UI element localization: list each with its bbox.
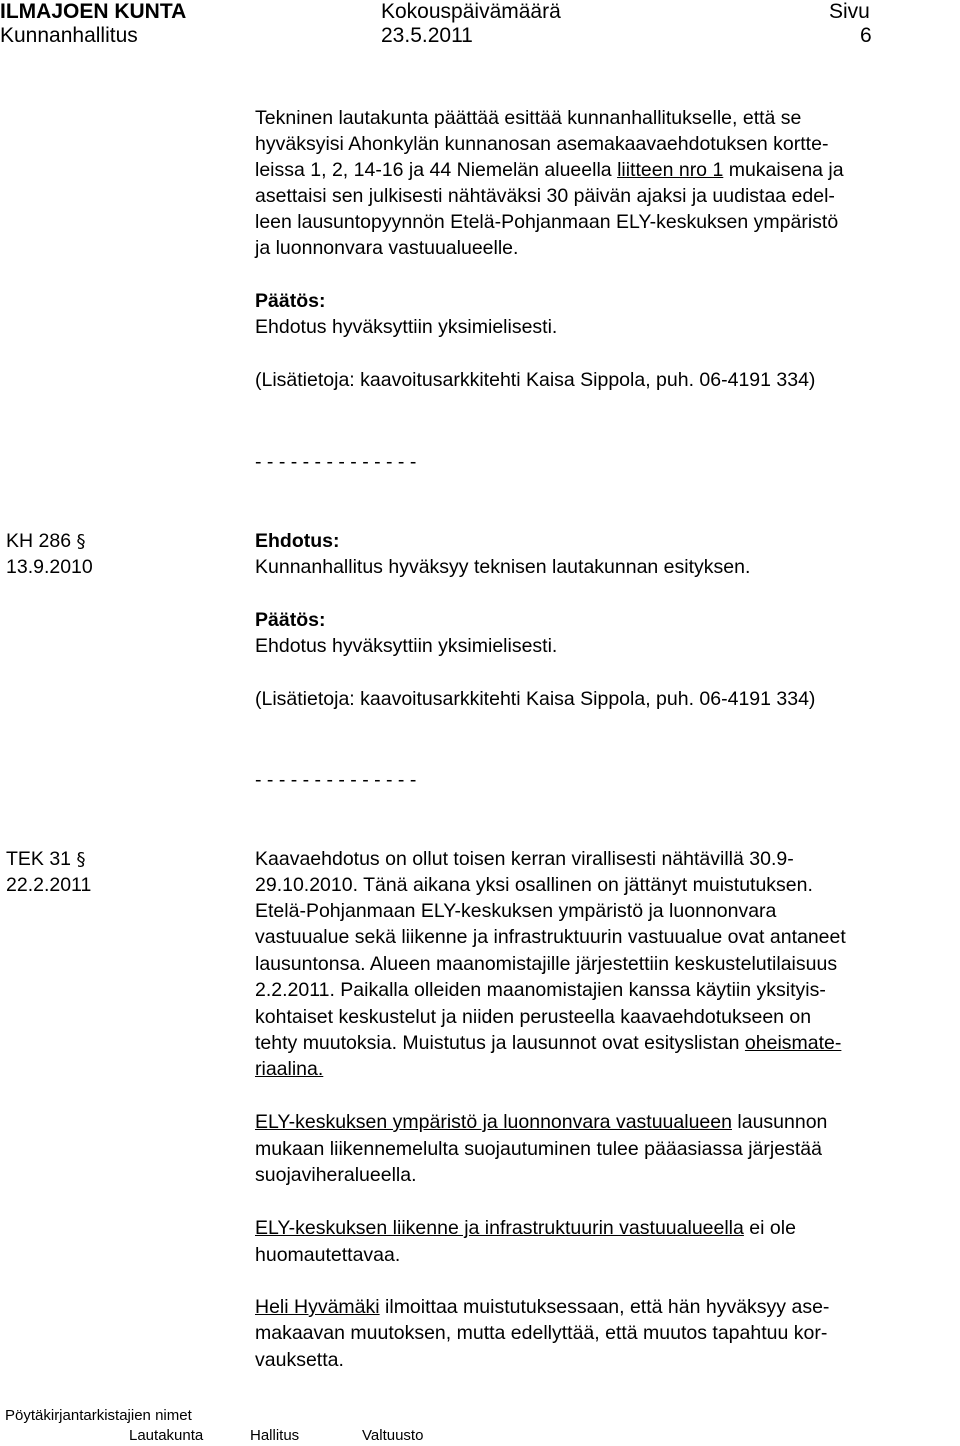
tek-line-4: vastuualue sekä liikenne ja infrastruktuurin vastuualue ovat antaneet — [255, 926, 846, 948]
tek-para3-line-1: ELY-keskuksen liikenne ja infrastruktuurin vastuualueella ei ole — [255, 1217, 796, 1239]
footer-valtuusto: Valtuusto — [362, 1427, 424, 1444]
tek-line-3: Etelä-Pohjanmaan ELY-keskuksen ympäristö ja luonnonvara — [255, 900, 777, 922]
intro-info: (Lisätietoja: kaavoitusarkkitehti Kaisa Sippola, puh. 06-4191 334) — [255, 369, 816, 391]
separator-1: - - - - - - - - - - - - - - — [255, 451, 417, 473]
tek-para2-line-3: suojaviheralueella. — [255, 1164, 417, 1186]
intro-line-3: leissa 1, 2, 14-16 ja 44 Niemelän alueella liitteen nro 1 mukaisena ja — [255, 159, 844, 181]
date-label: Kokouspäivämäärä — [381, 0, 561, 23]
body-name: Kunnanhallitus — [0, 24, 138, 47]
tek-para4-line-3: vauksetta. — [255, 1349, 344, 1371]
intro-line-1: Tekninen lautakunta päättää esittää kunnanhallitukselle, että se — [255, 107, 802, 129]
kh-decision-text: Ehdotus hyväksyttiin yksimielisesti. — [255, 635, 558, 657]
ely-environment-link[interactable]: ELY-keskuksen ympäristö ja luonnonvara vastuualueen — [255, 1111, 732, 1133]
kh-proposal-text: Kunnanhallitus hyväksyy teknisen lautakunnan esityksen. — [255, 556, 751, 578]
tek-ref: TEK 31 § — [6, 848, 86, 870]
footer-hallitus: Hallitus — [250, 1427, 300, 1444]
page-label: Sivu — [829, 0, 870, 23]
section-sign: § — [76, 531, 86, 552]
tek-line-2: 29.10.2010. Tänä aikana yksi osallinen on jättänyt muistutuksen. — [255, 874, 813, 896]
tek-line-5: lausuntonsa. Alueen maanomistajille järjestettiin keskustelutilaisuus — [255, 953, 838, 975]
intro-line-5: leen lausuntopyynnön Etelä-Pohjanmaan ELY-keskuksen ympäristö — [255, 211, 839, 233]
kh-proposal-label: Ehdotus: — [255, 530, 340, 552]
section-sign: § — [76, 849, 86, 870]
tek-para3-line-2: huomautettavaa. — [255, 1244, 401, 1266]
intro-line-2: hyväksyisi Ahonkylän kunnanosan asemakaavaehdotuksen kortte- — [255, 133, 829, 155]
tek-line-6: 2.2.2011. Paikalla olleiden maanomistajien kanssa käytiin yksityis- — [255, 979, 826, 1001]
tek-line-7: kohtaiset keskustelut ja niiden perusteella kaavaehdotukseen on — [255, 1006, 812, 1028]
attachment-link[interactable]: oheismate- — [744, 1032, 842, 1054]
tek-para2-line-2: mukaan liikennemelulta suojautuminen tulee pääasiassa järjestää — [255, 1138, 822, 1160]
footer-checkers: Pöytäkirjantarkistajien nimet — [5, 1407, 192, 1424]
tek-para2-line-1: ELY-keskuksen ympäristö ja luonnonvara vastuualueen lausunnon — [255, 1111, 828, 1133]
intro-line-6: ja luonnonvara vastuualueelle. — [255, 237, 519, 259]
separator-2: - - - - - - - - - - - - - - — [255, 769, 417, 791]
footer-lautakunta: Lautakunta — [129, 1427, 204, 1444]
intro-decision-label: Päätös: — [255, 290, 326, 312]
kh-date: 13.9.2010 — [6, 556, 93, 578]
tek-line-1: Kaavaehdotus on ollut toisen kerran virallisesti nähtävillä 30.9- — [255, 848, 794, 870]
person-link[interactable]: Heli Hyvämäki — [255, 1296, 380, 1318]
tek-line-8: tehty muutoksia. Muistutus ja lausunnot ovat esityslistan oheismate- — [255, 1032, 842, 1054]
attachment-link[interactable]: riaalina. — [255, 1058, 324, 1080]
date-value: 23.5.2011 — [381, 24, 473, 47]
ely-transport-link[interactable]: ELY-keskuksen liikenne ja infrastruktuurin vastuualueella — [255, 1217, 744, 1239]
kh-ref: KH 286 § — [6, 530, 86, 552]
tek-line-9 — [255, 1056, 323, 1082]
page-number: 6 — [860, 24, 872, 47]
tek-date: 22.2.2011 — [6, 874, 92, 896]
tek-para4-line-2: makaavan muutoksen, mutta edellyttää, että muutos tapahtuu kor- — [255, 1322, 828, 1344]
org-name: ILMAJOEN KUNTA — [0, 0, 187, 23]
kh-decision-label: Päätös: — [255, 609, 326, 631]
kh-info: (Lisätietoja: kaavoitusarkkitehti Kaisa Sippola, puh. 06-4191 334) — [255, 688, 816, 710]
tek-para4-line-1: Heli Hyvämäki ilmoittaa muistutuksessaan, että hän hyväksyy ase- — [255, 1296, 830, 1318]
intro-decision-text: Ehdotus hyväksyttiin yksimielisesti. — [255, 316, 558, 338]
intro-line-4: asettaisi sen julkisesti nähtäväksi 30 päivän ajaksi ja uudistaa edel- — [255, 185, 835, 207]
attachment-link[interactable]: liitteen nro 1 — [617, 159, 724, 181]
